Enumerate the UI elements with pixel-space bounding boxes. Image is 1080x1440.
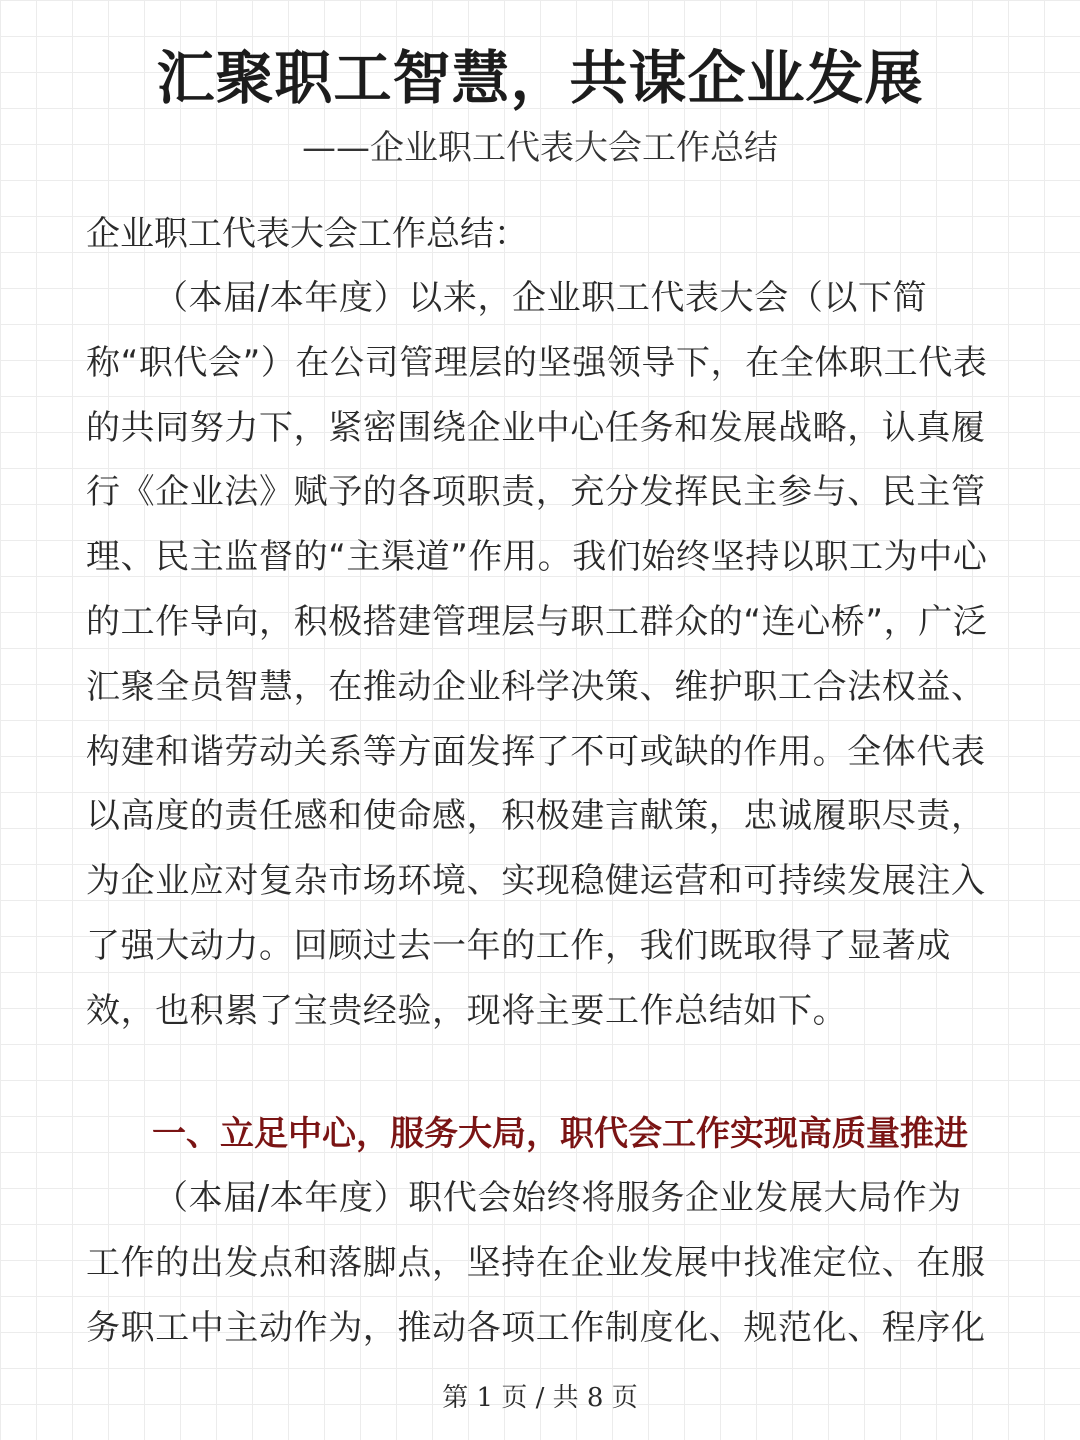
section-heading: 一、立足中心，服务大局，职代会工作实现高质量推进 (152, 1114, 968, 1154)
paragraph-intro: （本届/本年度）以来，企业职工代表大会（以下简称“职代会”）在公司管理层的坚强领导下，在全体职工代表的共同努力下，紧密围绕企业中心任务和发展战略，认真履行《企业法》赋予的各项职责，充分发挥民主参与、民主管理、民主监督的“主渠道”作用。我们始终坚持以职工为中心的工作导向，积极搭建管理层与职工群众的“连心桥”，广泛汇聚全员智慧，在推动企业科学决策、维护职工合法权益、构建和谐劳动关系等方面发挥了不可或缺的作用。全体代表以高度的责任感和使命感，积极建言献策，忠诚履职尽责，为企业应对复杂市场环境、实现稳健运营和可持续发展注入了强大动力。回顾过去一年的工作，我们既取得了显著成效，也积累了宝贵经验，现将主要工作总结如下。 (86, 278, 988, 1031)
document-title: 汇聚职工智慧，共谋企业发展 (156, 44, 924, 112)
document-subtitle: ——企业职工代表大会工作总结 (302, 128, 778, 168)
paragraph-section-1: （本届/本年度）职代会始终将服务企业发展大局作为工作的出发点和落脚点，坚持在企业发展中找准定位、在服务职工中主动作为，推动各项工作制度化、规范化、程序化 (86, 1178, 986, 1348)
page-number: 第 1 页 / 共 8 页 (442, 1383, 638, 1413)
lead-line: 企业职工代表大会工作总结： (86, 214, 528, 254)
